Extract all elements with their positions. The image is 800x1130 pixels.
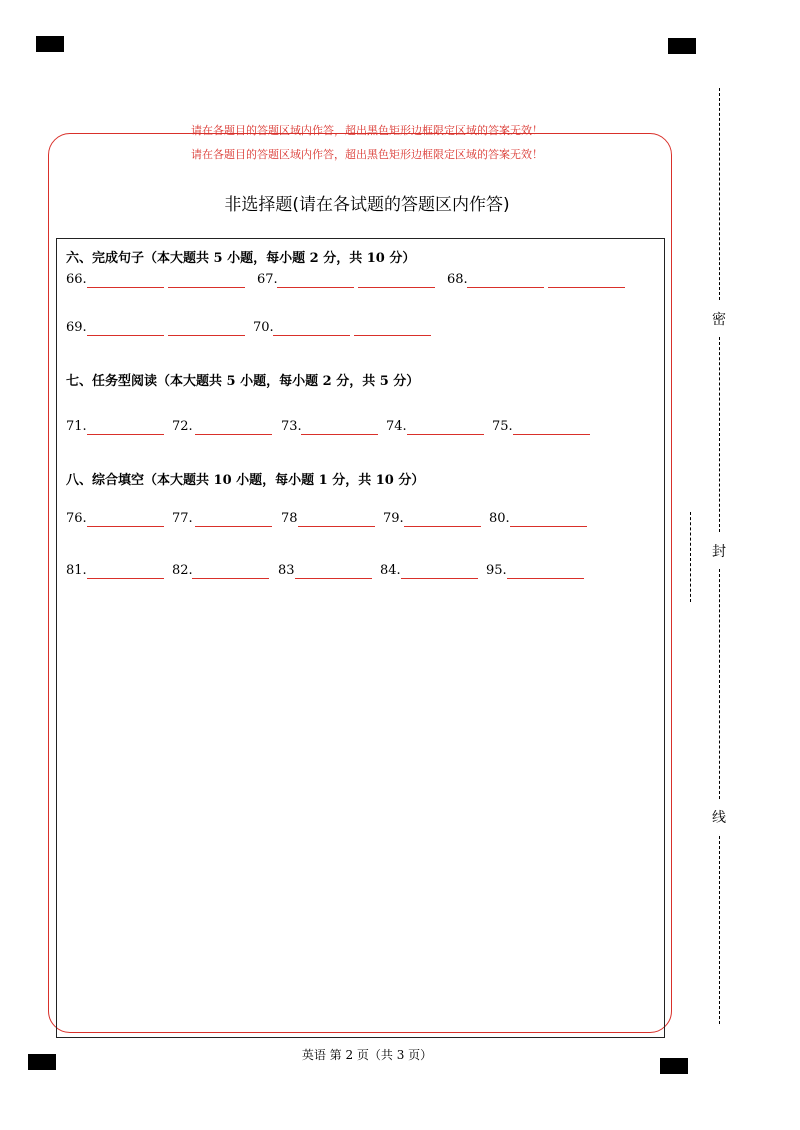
answer-blank[interactable] (407, 434, 484, 435)
answer-row-69-70 (0, 320, 800, 340)
question-number: 82. (172, 563, 193, 578)
answer-blank[interactable] (507, 578, 584, 579)
answer-row-76-80 (0, 511, 800, 531)
name-field-dashes (690, 512, 691, 602)
seal-char-xian: 线 (712, 810, 726, 826)
section-6-heading: 六、完成句子（本大题共 5 小题，每小题 2 分，共 10 分） (66, 251, 416, 266)
question-number: 68. (447, 272, 468, 287)
question-number: 75. (492, 419, 513, 434)
answer-blank[interactable] (467, 287, 544, 288)
question-number: 66. (66, 272, 87, 287)
answer-row-81-95 (0, 563, 800, 583)
page-title: 非选择题(请在各试题的答题区内作答) (224, 195, 510, 215)
answer-blank[interactable] (513, 434, 590, 435)
answer-blank[interactable] (548, 287, 625, 288)
warning-text-1: 请在各题目的答题区域内作答，超出黑色矩形边框限定区域的答案无效！ (191, 124, 543, 137)
answer-blank[interactable] (87, 434, 164, 435)
question-number: 72. (172, 419, 193, 434)
question-number: 73. (281, 419, 302, 434)
answer-blank[interactable] (195, 434, 272, 435)
question-number: 69. (66, 320, 87, 335)
answer-blank[interactable] (404, 526, 481, 527)
warning-text-2: 请在各题目的答题区域内作答，超出黑色矩形边框限定区域的答案无效！ (191, 148, 543, 161)
answer-blank[interactable] (273, 335, 350, 336)
answer-blank[interactable] (87, 526, 164, 527)
section-8-heading: 八、综合填空（本大题共 10 小题，每小题 1 分，共 10 分） (66, 473, 425, 488)
question-number: 81. (66, 563, 87, 578)
answer-blank[interactable] (195, 526, 272, 527)
question-number: 67. (257, 272, 278, 287)
answer-box (56, 238, 665, 1038)
answer-row-66-68 (0, 272, 800, 292)
registration-mark-top-right (668, 38, 696, 54)
answer-blank[interactable] (87, 578, 164, 579)
seal-line-segment (719, 337, 720, 532)
answer-blank[interactable] (168, 287, 245, 288)
answer-blank[interactable] (401, 578, 478, 579)
answer-blank[interactable] (277, 287, 354, 288)
question-number: 78 (281, 511, 298, 526)
section-7-heading: 七、任务型阅读（本大题共 5 小题，每小题 2 分，共 5 分） (66, 374, 420, 389)
answer-blank[interactable] (354, 335, 431, 336)
answer-blank[interactable] (87, 335, 164, 336)
answer-blank[interactable] (510, 526, 587, 527)
answer-blank[interactable] (87, 287, 164, 288)
question-number: 83 (278, 563, 295, 578)
question-number: 76. (66, 511, 87, 526)
seal-line-segment (719, 836, 720, 1024)
seal-char-mi: 密 (712, 312, 726, 328)
registration-mark-top-left (36, 36, 64, 52)
question-number: 71. (66, 419, 87, 434)
answer-blank[interactable] (192, 578, 269, 579)
seal-line-segment (719, 88, 720, 300)
page-footer: 英语 第 2 页（共 3 页） (301, 1048, 433, 1062)
question-number: 77. (172, 511, 193, 526)
answer-blank[interactable] (168, 335, 245, 336)
question-number: 79. (383, 511, 404, 526)
question-number: 80. (489, 511, 510, 526)
answer-blank[interactable] (358, 287, 435, 288)
question-number: 84. (380, 563, 401, 578)
answer-blank[interactable] (301, 434, 378, 435)
answer-blank[interactable] (295, 578, 372, 579)
answer-blank[interactable] (298, 526, 375, 527)
answer-row-71-75 (0, 419, 800, 439)
question-number: 95. (486, 563, 507, 578)
seal-char-feng: 封 (712, 544, 726, 560)
question-number: 70. (253, 320, 274, 335)
seal-line-segment (719, 569, 720, 799)
question-number: 74. (386, 419, 407, 434)
